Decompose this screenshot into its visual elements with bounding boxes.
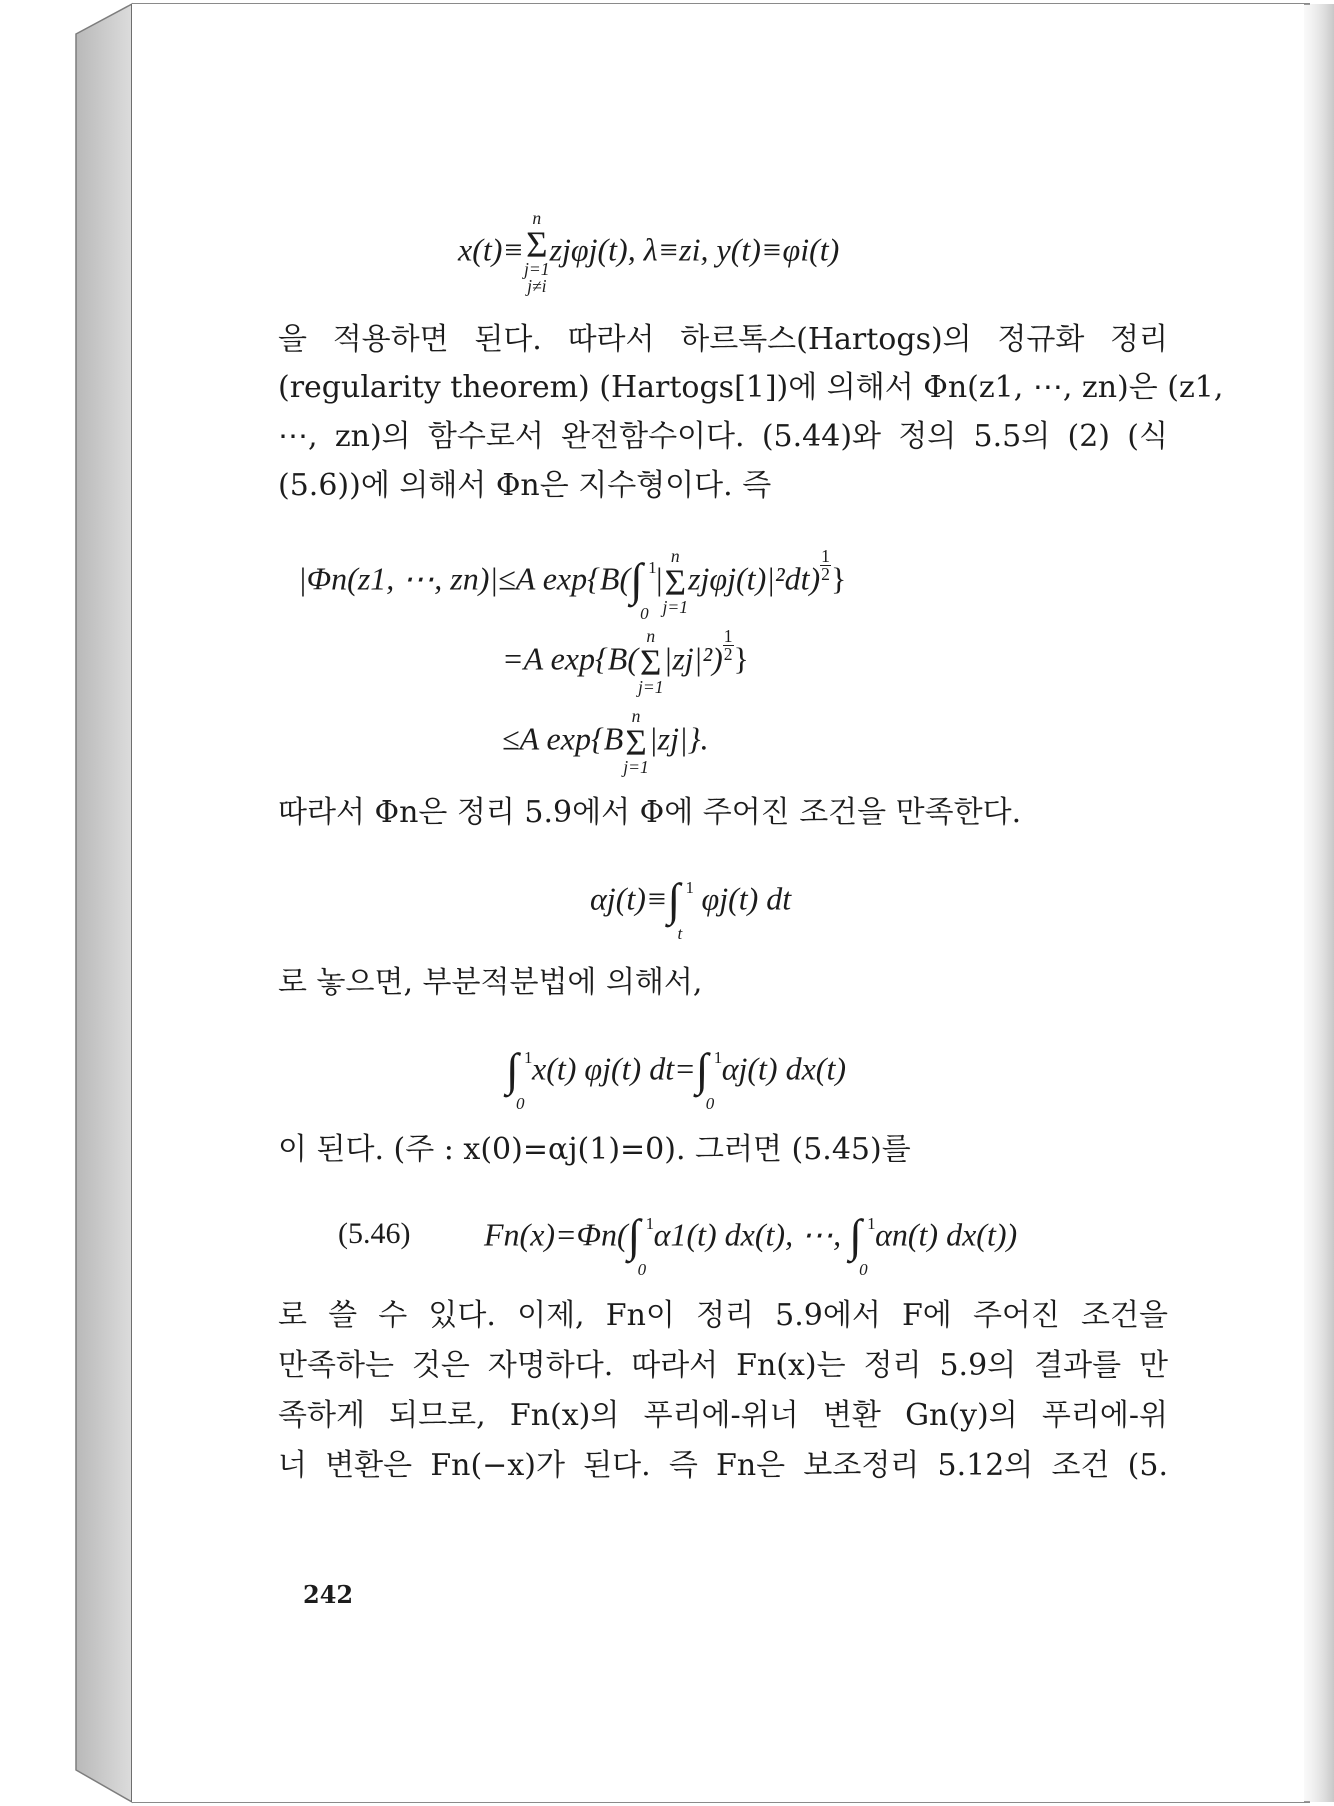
equation-alpha-definition: αj(t)≡ ∫ 1 t φj(t) dt xyxy=(590,874,792,943)
inequality-line-3: ≤A exp{B n Σ j=1 |zj|}. xyxy=(502,706,709,777)
paragraph-line: 만족하는 것은 자명하다. 따라서 Fn(x)는 정리 5.9의 결과를 만 xyxy=(278,1348,1168,1383)
paragraph-line: 따라서 Φn은 정리 5.9에서 Φ에 주어진 조건을 만족한다. xyxy=(278,795,1022,830)
equation-integration-by-parts: ∫ 1 0 x(t) φj(t) dt= ∫ 1 0 αj(t) dx(t) xyxy=(506,1044,846,1113)
equation-5-46: Fn(x)=Φn( ∫ 1 0 α1(t) dx(t), ⋯, ∫ 1 0 αn(t) dx(t)) xyxy=(484,1210,1018,1279)
inequality-line-2: =A exp{B( n Σ j=1 |zj|²) $\frac{1}{2}$ } xyxy=(502,626,749,697)
paragraph-line: (5.6))에 의해서 Φn은 지수형이다. 즉 xyxy=(278,468,772,503)
paragraph-line: 을 적용하면 된다. 따라서 하르톡스(Hartogs)의 정규화 정리 xyxy=(278,322,1168,357)
equation-number: (5.46) xyxy=(338,1217,411,1250)
paragraph-line: 로 놓으면, 부분적분법에 의해서, xyxy=(278,965,703,1000)
paragraph-line: 로 쓸 수 있다. 이제, Fn이 정리 5.9에서 F에 주어진 조건을 xyxy=(278,1298,1168,1333)
equation-definitions: x(t)≡ n Σ j=1 j≠i zjφj(t), λ≡zi, y(t)≡φi(t) xyxy=(458,208,840,297)
inequality-line-1: |Φn(z1, ⋯, zn)|≤A exp{B( ∫ 1 0 | n Σ j=1 zjφj(t)|²dt) $\frac{1}{2}$ } xyxy=(298,546,847,624)
paragraph-line: ⋯, zn)의 함수로서 완전함수이다. (5.44)와 정의 5.5의 (2) (식 xyxy=(278,419,1168,454)
paragraph-line: (regularity theorem) (Hartogs[1])에 의해서 Φn(z1, ⋯, zn)은 (z1, xyxy=(278,370,1224,405)
paragraph-line: 이 된다. (주 : x(0)=αj(1)=0). 그러면 (5.45)를 xyxy=(278,1132,911,1167)
paragraph-line: 너 변환은 Fn(−x)가 된다. 즉 Fn은 보조정리 5.12의 조건 (5. xyxy=(278,1448,1168,1483)
page-number: 242 xyxy=(303,1580,354,1609)
paragraph-line: 족하게 되므로, Fn(x)의 푸리에-위너 변환 Gn(y)의 푸리에-위 xyxy=(278,1398,1168,1433)
